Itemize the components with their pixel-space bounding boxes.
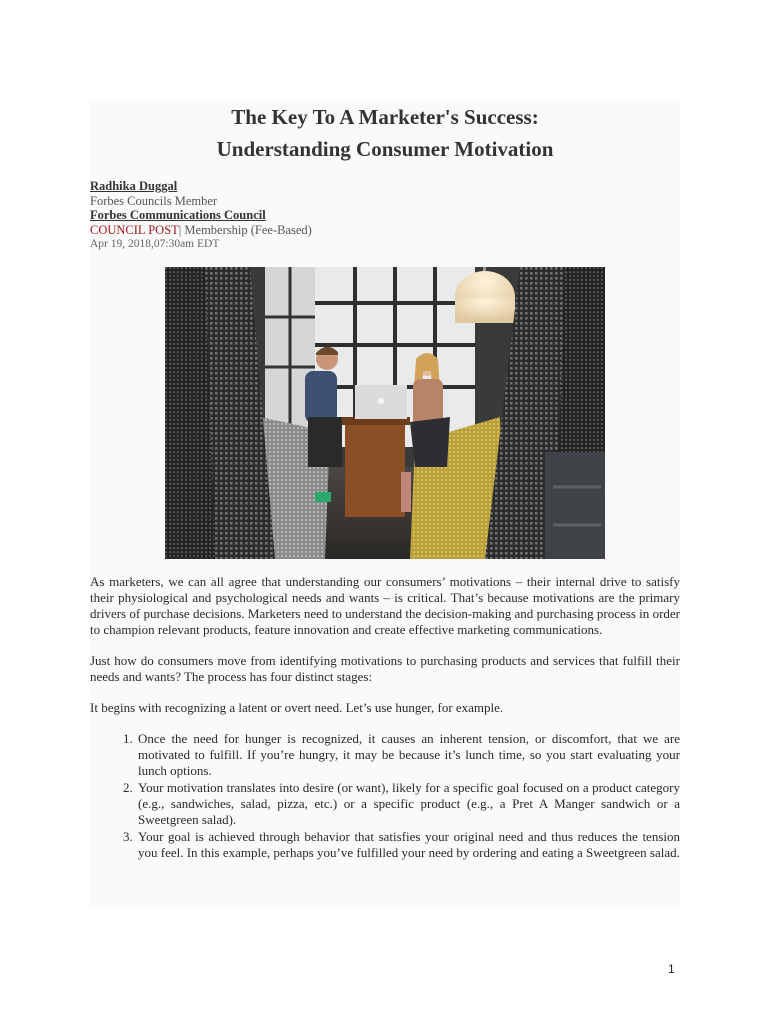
list-item: 1. Once the need for hunger is recognized, it causes an inherent tension, or discomfort, that we are motivated to fulfill. If you’re hungry, it may be because it’s lunch time, so you start evaluating your lunch options. — [136, 731, 680, 779]
list-item: 3. Your goal is achieved through behavior that satisfies your original need and thus reduces the tension you feel. In this example, perhaps you’ve fulfilled your need by ordering and eating a Sweetgreen salad. — [136, 829, 680, 861]
article-body — [90, 574, 680, 862]
publish-date: Apr 19, 2018,07:30am EDT — [90, 238, 220, 250]
page-number: 1 — [668, 962, 675, 976]
byline — [90, 179, 680, 252]
page-content — [90, 100, 680, 908]
post-type-line — [90, 223, 680, 238]
membership-label: | Membership (Fee-Based) — [178, 222, 312, 237]
paragraph-2: Just how do consumers move from identifying motivations to purchasing products and services that fulfill their needs and wants? The process has four distinct stages: — [90, 653, 680, 684]
paragraph-3: It begins with recognizing a latent or overt need. Let’s use hunger, for example. — [90, 700, 504, 715]
stages-list — [90, 731, 680, 861]
title-line-2: Understanding Consumer Motivation — [216, 137, 554, 161]
paragraph-1: As marketers, we can all agree that understanding our consumers’ motivations – their internal drive to satisfy their physiological and psychological needs and wants – is critical. That’s because motivations are the primary drivers of purchase decisions. Marketers need to understand the decision-making and purchasing process in order to champion relevant products, feature innovation and create effective marketing communications. — [90, 574, 680, 637]
title-line-1: The Key To A Marketer's Success: — [231, 105, 539, 129]
list-item: 2. Your motivation translates into desire (or want), likely for a specific goal focused on a product category (e.g., sandwiches, salad, pizza, etc.) or a specific product (e.g., a Pret A Manger sandwich or a Sweetgreen salad). — [136, 780, 680, 828]
council-name[interactable]: Forbes Communications Council — [90, 208, 266, 222]
article-title — [90, 100, 680, 165]
council-post-label: COUNCIL POST — [90, 222, 179, 237]
author-name[interactable]: Radhika Duggal — [90, 179, 178, 193]
article-photo — [165, 267, 605, 559]
author-role: Forbes Councils Member — [90, 193, 218, 208]
